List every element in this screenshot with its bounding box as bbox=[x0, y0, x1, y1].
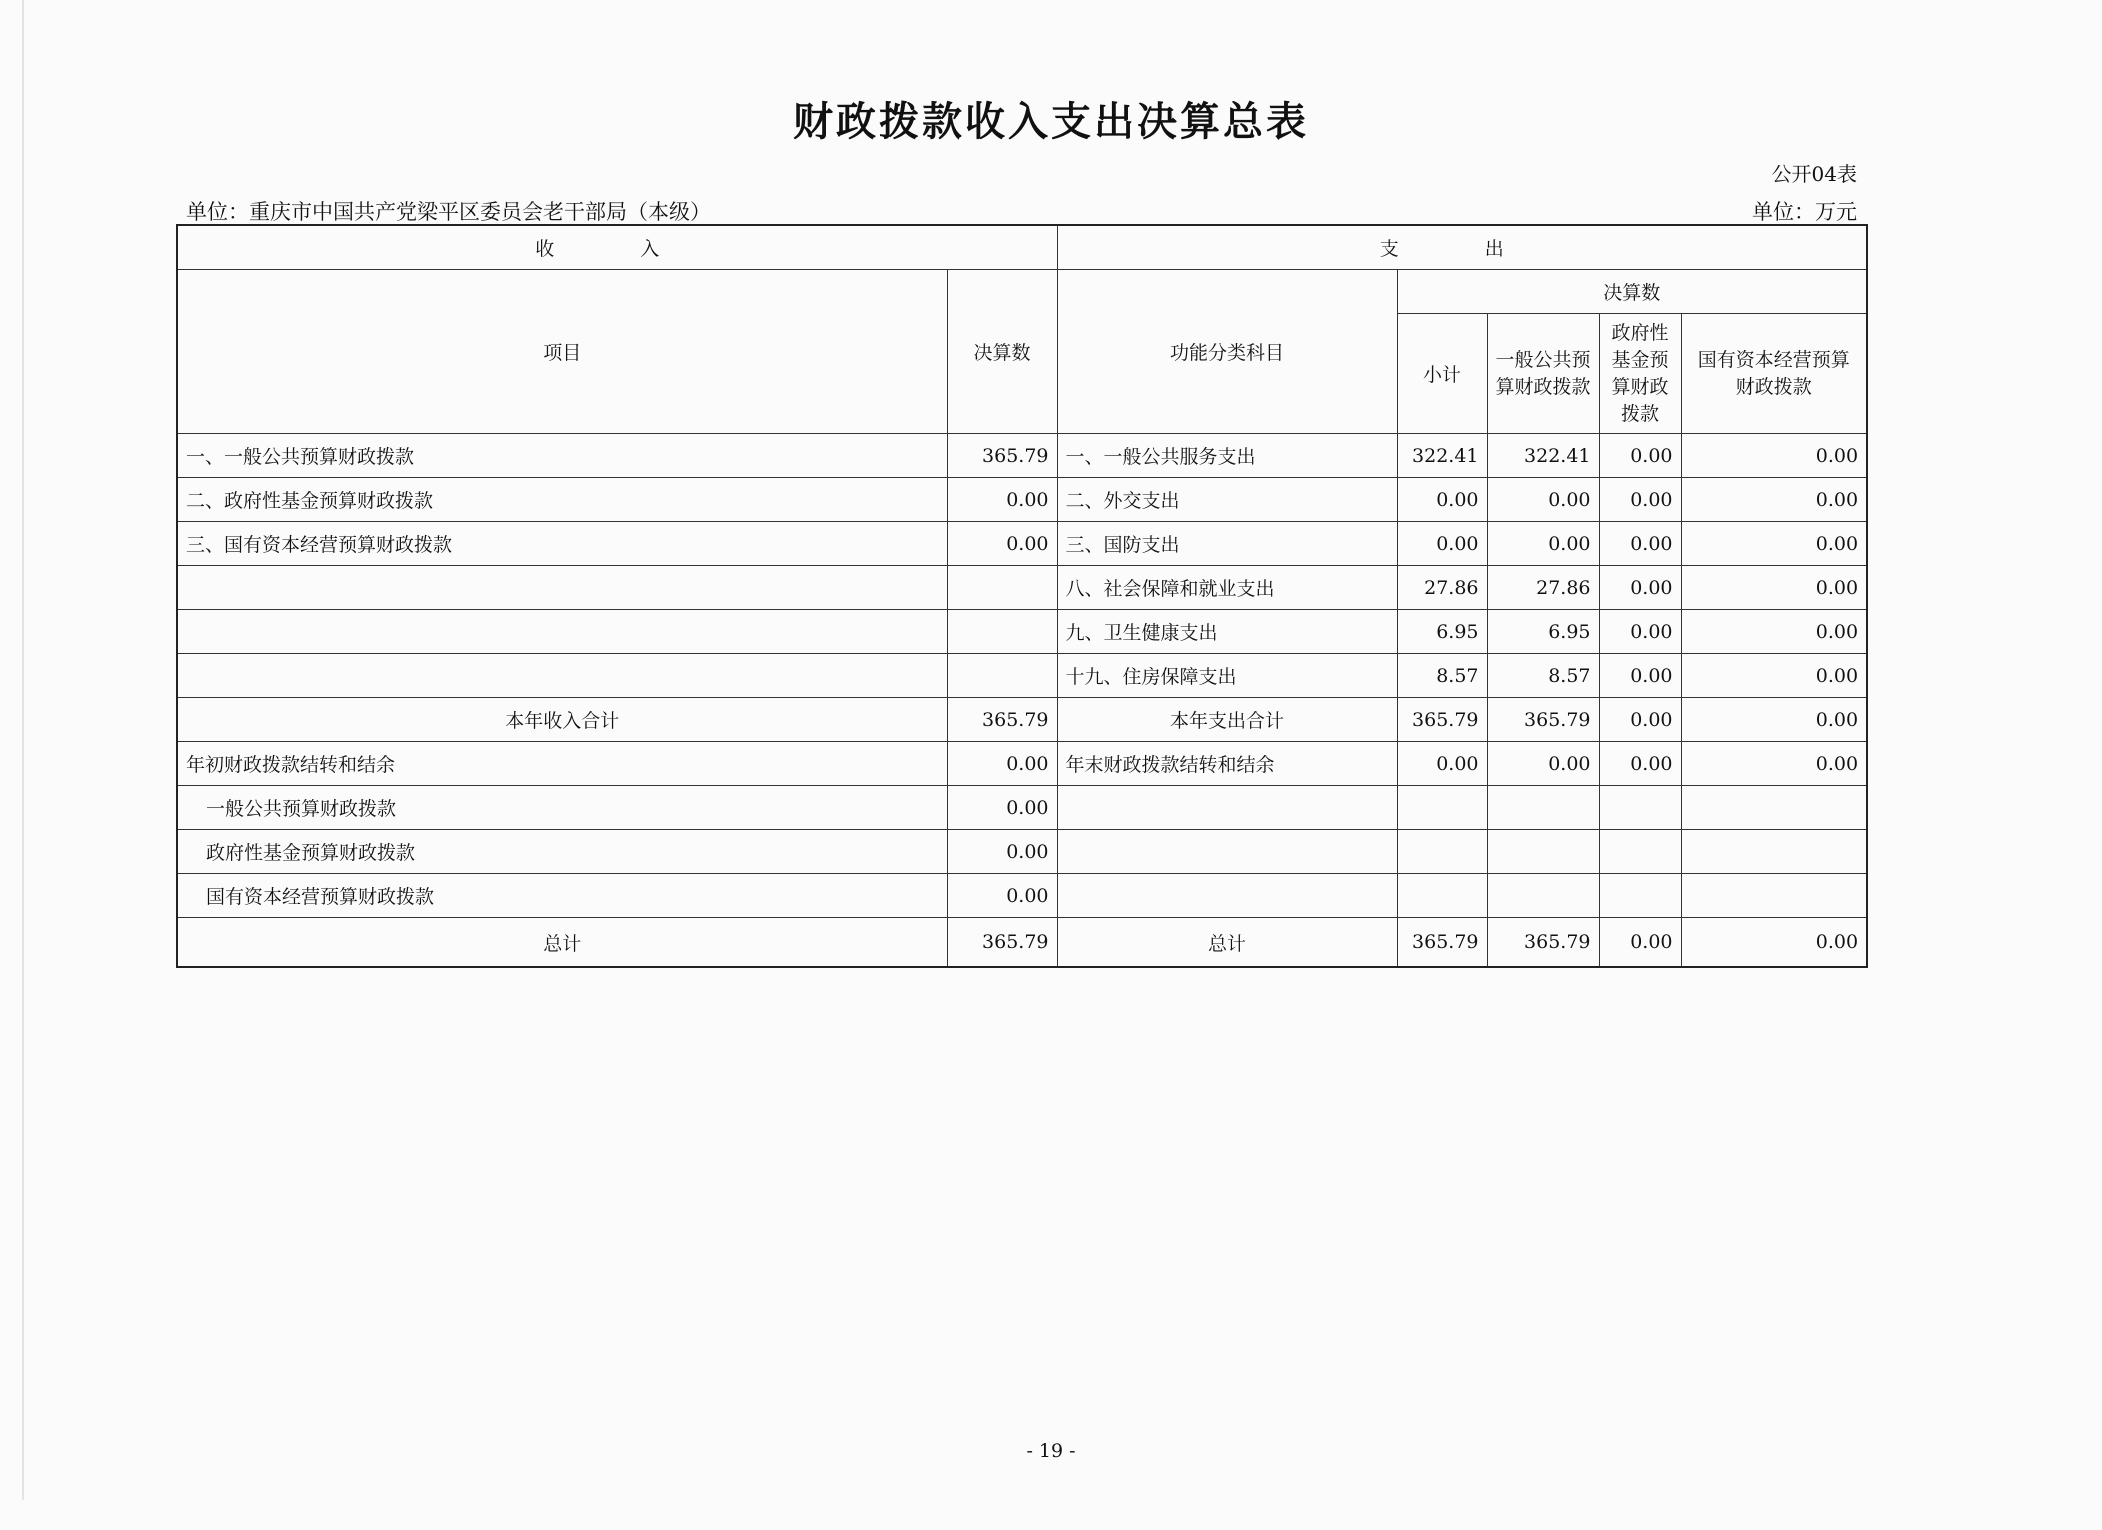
income-amount bbox=[947, 610, 1057, 654]
empty-cell bbox=[1397, 830, 1487, 874]
subtotal-value: 322.41 bbox=[1397, 434, 1487, 478]
subtotal-value: 365.79 bbox=[1397, 698, 1487, 742]
table-row bbox=[177, 434, 1867, 478]
expense-header: 支 出 bbox=[1057, 225, 1867, 270]
final-amount-header: 决算数 bbox=[1397, 270, 1867, 314]
grand-expense-total-label: 总计 bbox=[1057, 918, 1397, 968]
general-budget-header: 一般公共预算财政拨款 bbox=[1487, 314, 1599, 434]
state-capital-value: 0.00 bbox=[1681, 742, 1867, 786]
income-amount bbox=[947, 566, 1057, 610]
general-budget-value: 322.41 bbox=[1487, 434, 1599, 478]
subtotal-value: 0.00 bbox=[1397, 742, 1487, 786]
carryover-sub-label: 国有资本经营预算财政拨款 bbox=[177, 874, 947, 918]
gov-fund-value: 0.00 bbox=[1599, 434, 1681, 478]
gov-fund-value: 0.00 bbox=[1599, 918, 1681, 968]
carryover-sub-amount: 0.00 bbox=[947, 786, 1057, 830]
section-header-row bbox=[177, 225, 1867, 270]
table-row bbox=[177, 654, 1867, 698]
empty-cell bbox=[1681, 830, 1867, 874]
empty-cell bbox=[1681, 786, 1867, 830]
income-item bbox=[177, 566, 947, 610]
carryover-sub-row bbox=[177, 874, 1867, 918]
general-budget-value: 0.00 bbox=[1487, 522, 1599, 566]
carryover-sub-amount: 0.00 bbox=[947, 830, 1057, 874]
income-amount: 0.00 bbox=[947, 478, 1057, 522]
carryover-sub-row bbox=[177, 830, 1867, 874]
page-number: - 19 - bbox=[1026, 1440, 1076, 1462]
subtotal-value: 8.57 bbox=[1397, 654, 1487, 698]
subtotal-value: 0.00 bbox=[1397, 478, 1487, 522]
gov-fund-value: 0.00 bbox=[1599, 566, 1681, 610]
general-budget-value: 27.86 bbox=[1487, 566, 1599, 610]
empty-cell bbox=[1397, 786, 1487, 830]
income-item: 一、一般公共预算财政拨款 bbox=[177, 434, 947, 478]
fiscal-summary-table bbox=[176, 224, 1868, 968]
function-category-header: 功能分类科目 bbox=[1057, 270, 1397, 434]
general-budget-value: 0.00 bbox=[1487, 742, 1599, 786]
state-capital-value: 0.00 bbox=[1681, 434, 1867, 478]
empty-cell bbox=[1397, 874, 1487, 918]
carryover-sub-row bbox=[177, 786, 1867, 830]
year-income-total-label: 本年收入合计 bbox=[177, 698, 947, 742]
subtotal-header: 小计 bbox=[1397, 314, 1487, 434]
gov-fund-value: 0.00 bbox=[1599, 698, 1681, 742]
income-header: 收 入 bbox=[177, 225, 1057, 270]
income-item: 二、政府性基金预算财政拨款 bbox=[177, 478, 947, 522]
empty-cell bbox=[1487, 786, 1599, 830]
subtotal-value: 27.86 bbox=[1397, 566, 1487, 610]
amount-header: 决算数 bbox=[947, 270, 1057, 434]
empty-cell bbox=[1057, 874, 1397, 918]
empty-cell bbox=[1057, 786, 1397, 830]
year-total-row bbox=[177, 698, 1867, 742]
general-budget-value: 0.00 bbox=[1487, 478, 1599, 522]
empty-cell bbox=[1487, 830, 1599, 874]
income-amount bbox=[947, 654, 1057, 698]
currency-unit: 单位：万元 bbox=[1752, 200, 1857, 224]
general-budget-value: 365.79 bbox=[1487, 918, 1599, 968]
expense-item: 十九、住房保障支出 bbox=[1057, 654, 1397, 698]
grand-total-row bbox=[177, 918, 1867, 968]
state-capital-value: 0.00 bbox=[1681, 566, 1867, 610]
gov-fund-value: 0.00 bbox=[1599, 654, 1681, 698]
empty-cell bbox=[1057, 830, 1397, 874]
carryover-row bbox=[177, 742, 1867, 786]
gov-fund-value: 0.00 bbox=[1599, 522, 1681, 566]
state-capital-header: 国有资本经营预算财政拨款 bbox=[1681, 314, 1867, 434]
expense-item: 八、社会保障和就业支出 bbox=[1057, 566, 1397, 610]
subtotal-value: 365.79 bbox=[1397, 918, 1487, 968]
state-capital-value: 0.00 bbox=[1681, 918, 1867, 968]
empty-cell bbox=[1599, 874, 1681, 918]
gov-fund-value: 0.00 bbox=[1599, 478, 1681, 522]
expense-item: 二、外交支出 bbox=[1057, 478, 1397, 522]
state-capital-value: 0.00 bbox=[1681, 698, 1867, 742]
general-budget-value: 6.95 bbox=[1487, 610, 1599, 654]
state-capital-value: 0.00 bbox=[1681, 654, 1867, 698]
expense-item: 一、一般公共服务支出 bbox=[1057, 434, 1397, 478]
ending-carryover-label: 年末财政拨款结转和结余 bbox=[1057, 742, 1397, 786]
income-item bbox=[177, 654, 947, 698]
table-row bbox=[177, 478, 1867, 522]
state-capital-value: 0.00 bbox=[1681, 610, 1867, 654]
page-title: 财政拨款收入支出决算总表 bbox=[793, 98, 1309, 145]
item-header: 项目 bbox=[177, 270, 947, 434]
income-item bbox=[177, 610, 947, 654]
year-expense-total-label: 本年支出合计 bbox=[1057, 698, 1397, 742]
state-capital-value: 0.00 bbox=[1681, 478, 1867, 522]
general-budget-value: 365.79 bbox=[1487, 698, 1599, 742]
gov-fund-value: 0.00 bbox=[1599, 742, 1681, 786]
beginning-carryover-label: 年初财政拨款结转和结余 bbox=[177, 742, 947, 786]
carryover-sub-label: 政府性基金预算财政拨款 bbox=[177, 830, 947, 874]
year-income-total: 365.79 bbox=[947, 698, 1057, 742]
gov-fund-value: 0.00 bbox=[1599, 610, 1681, 654]
income-amount: 365.79 bbox=[947, 434, 1057, 478]
column-header-row-1 bbox=[177, 270, 1867, 314]
scan-page-edge bbox=[22, 0, 24, 1500]
reporting-unit: 单位：重庆市中国共产党梁平区委员会老干部局（本级） bbox=[186, 200, 711, 224]
carryover-sub-amount: 0.00 bbox=[947, 874, 1057, 918]
empty-cell bbox=[1599, 786, 1681, 830]
income-amount: 0.00 bbox=[947, 522, 1057, 566]
subtotal-value: 0.00 bbox=[1397, 522, 1487, 566]
empty-cell bbox=[1487, 874, 1599, 918]
carryover-sub-label: 一般公共预算财政拨款 bbox=[177, 786, 947, 830]
table-row bbox=[177, 522, 1867, 566]
table-row bbox=[177, 566, 1867, 610]
empty-cell bbox=[1681, 874, 1867, 918]
table-row bbox=[177, 610, 1867, 654]
expense-item: 三、国防支出 bbox=[1057, 522, 1397, 566]
expense-item: 九、卫生健康支出 bbox=[1057, 610, 1397, 654]
gov-fund-header: 政府性基金预算财政拨款 bbox=[1599, 314, 1681, 434]
subtotal-value: 6.95 bbox=[1397, 610, 1487, 654]
grand-income-total-label: 总计 bbox=[177, 918, 947, 968]
empty-cell bbox=[1599, 830, 1681, 874]
grand-income-total: 365.79 bbox=[947, 918, 1057, 968]
general-budget-value: 8.57 bbox=[1487, 654, 1599, 698]
beginning-carryover-amount: 0.00 bbox=[947, 742, 1057, 786]
state-capital-value: 0.00 bbox=[1681, 522, 1867, 566]
income-item: 三、国有资本经营预算财政拨款 bbox=[177, 522, 947, 566]
form-number: 公开04表 bbox=[1771, 162, 1857, 186]
